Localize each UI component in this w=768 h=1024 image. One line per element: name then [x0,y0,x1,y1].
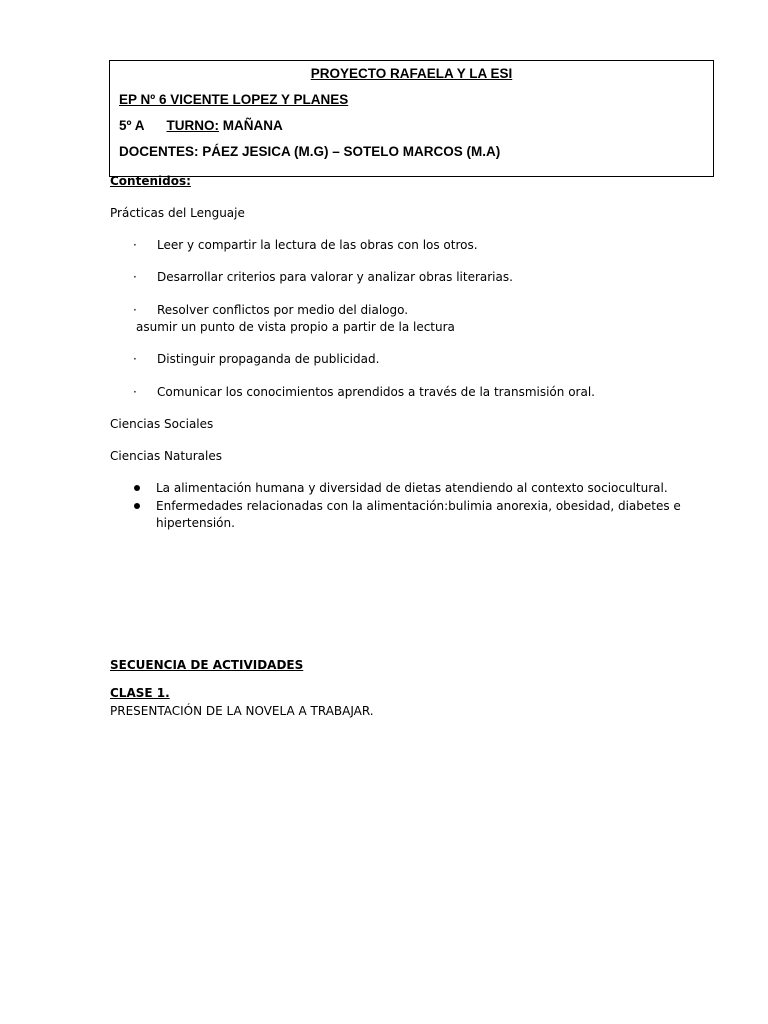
list-item: Desarrollar criterios para valorar y analizar obras literarias. [157,270,513,284]
bullet-round-icon [134,485,140,491]
list-item-continuation: asumir un punto de vista propio a partir de la lectura [136,320,455,334]
grade-turno-line [119,118,283,133]
list-item: Leer y compartir la lectura de las obras con los otros. [157,238,478,252]
list-item: Resolver conflictos por medio del dialogo. [157,303,409,317]
grade: 5º A [119,118,145,133]
turno-value: MAÑANA [218,118,283,133]
practicas-title: Prácticas del Lenguaje [110,206,245,220]
bullet-dot-icon: · [133,352,137,366]
clase-label: CLASE 1. [110,686,170,700]
sociales-title: Ciencias Sociales [110,417,214,431]
project-title: PROYECTO RAFAELA Y LA ESI [310,66,513,81]
secuencia-heading: SECUENCIA DE ACTIVIDADES [110,658,304,672]
bullet-dot-icon: · [133,238,137,252]
list-item: Distinguir propaganda de publicidad. [157,352,380,366]
list-item-continuation: hipertensión. [156,516,235,530]
bullet-dot-icon: · [133,303,137,317]
bullet-round-icon [134,503,140,509]
clase-text: PRESENTACIÓN DE LA NOVELA A TRABAJAR. [110,704,374,718]
list-item: La alimentación humana y diversidad de dietas atendiendo al contexto sociocultural. [156,481,668,495]
list-item: Comunicar los conocimientos aprendidos a través de la transmisión oral. [157,385,595,399]
list-item: Enfermedades relacionadas con la alimentación:bulimia anorexia, obesidad, diabetes e [156,499,681,513]
header-box [109,60,714,177]
bullet-dot-icon: · [133,270,137,284]
naturales-title: Ciencias Naturales [110,449,222,463]
bullet-dot-icon: · [133,385,137,399]
school-name: EP Nº 6 VICENTE LOPEZ Y PLANES [119,92,349,107]
teachers: DOCENTES: PÁEZ JESICA (M.G) – SOTELO MARCOS (M.A) [119,144,501,159]
turno-label: TURNO: [166,118,219,133]
contenidos-heading: Contenidos: [110,174,191,188]
